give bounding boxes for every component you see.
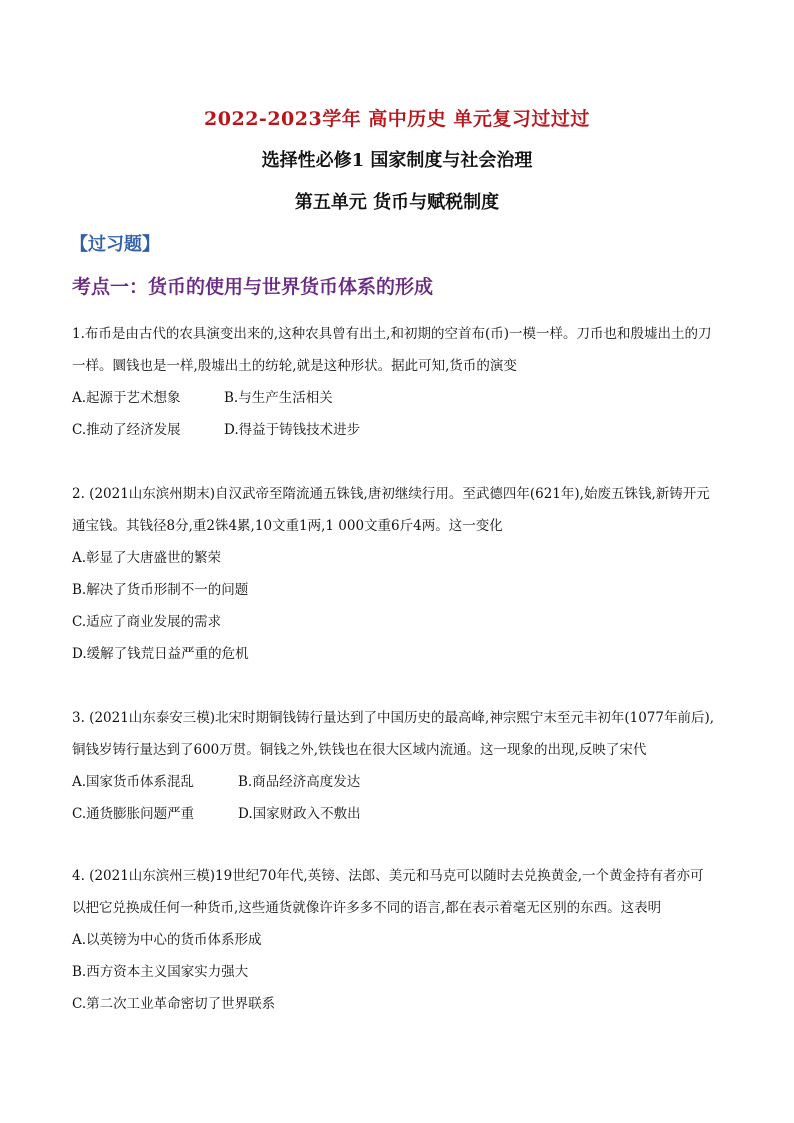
option-d: D.缓解了钱荒日益严重的危机 xyxy=(72,646,249,662)
section-tag: 【过习题】 xyxy=(70,234,160,255)
option-d: D.国家财政入不敷出 xyxy=(238,806,361,822)
option-a: A.彰显了大唐盛世的繁荣 xyxy=(72,550,222,566)
option-b: B.商品经济高度发达 xyxy=(238,774,361,790)
question-stem: 4. (2021山东滨州三模)19世纪70年代,英镑、法郎、美元和马克可以随时去兑换黄金,一个黄金持有者亦可 xyxy=(72,868,704,884)
question-2 xyxy=(72,478,732,670)
question-stem: 3. (2021山东泰安三模)北宋时期铜钱铸行量达到了中国历史的最高峰,神宗熙宁末至元丰初年(1077年前后), xyxy=(72,710,715,726)
question-3 xyxy=(72,702,732,830)
option-a: A.起源于艺术想象 xyxy=(72,390,181,406)
question-stem: 以把它兑换成任何一种货币,这些通货就像许许多多不同的语言,都在表示着毫无区别的东西。这表明 xyxy=(72,900,662,916)
option-c: C.第二次工业革命密切了世界联系 xyxy=(72,996,276,1012)
options-row xyxy=(72,414,732,446)
option-a: A.以英镑为中心的货币体系形成 xyxy=(72,932,262,948)
question-stem: 2. (2021山东滨州期末)自汉武帝至隋流通五铢钱,唐初继续行用。至武德四年(621年),始废五铢钱,新铸开元 xyxy=(72,486,710,502)
option-c: C.适应了商业发展的需求 xyxy=(72,614,222,630)
question-1 xyxy=(72,318,732,446)
options-row xyxy=(72,766,732,798)
option-b: B.解决了货币形制不一的问题 xyxy=(72,582,249,598)
options-row xyxy=(72,798,732,830)
question-stem: 铜钱岁铸行量达到了600万贯。铜钱之外,铁钱也在很大区域内流通。这一现象的出现,反映了宋代 xyxy=(72,742,647,758)
unit-title: 第五单元 货币与赋税制度 xyxy=(294,192,500,213)
question-stem: 一样。圜钱也是一样,殷墟出土的纺轮,就是这种形状。据此可知,货币的演变 xyxy=(72,358,517,374)
document-title: 2022-2023学年 高中历史 单元复习过过过 xyxy=(204,108,590,130)
option-d: D.得益于铸钱技术进步 xyxy=(224,422,361,438)
kaodian-heading: 考点一：货币的使用与世界货币体系的形成 xyxy=(72,276,434,298)
option-c: C.推动了经济发展 xyxy=(72,422,181,438)
question-stem: 通宝钱。其钱径8分,重2铢4累,10文重1两,1 000文重6斤4两。这一变化 xyxy=(72,518,503,534)
option-c: C.通货膨胀问题严重 xyxy=(72,806,195,822)
document-subtitle: 选择性必修1 国家制度与社会治理 xyxy=(261,150,533,171)
option-b: B.与生产生活相关 xyxy=(224,390,333,406)
question-stem: 1.布币是由古代的农具演变出来的,这种农具曾有出土,和初期的空首布(币)一模一样。刀币也和殷墟出土的刀 xyxy=(72,326,712,342)
option-b: B.西方资本主义国家实力强大 xyxy=(72,964,249,980)
option-a: A.国家货币体系混乱 xyxy=(72,774,195,790)
options-row xyxy=(72,382,732,414)
question-4 xyxy=(72,860,732,1020)
